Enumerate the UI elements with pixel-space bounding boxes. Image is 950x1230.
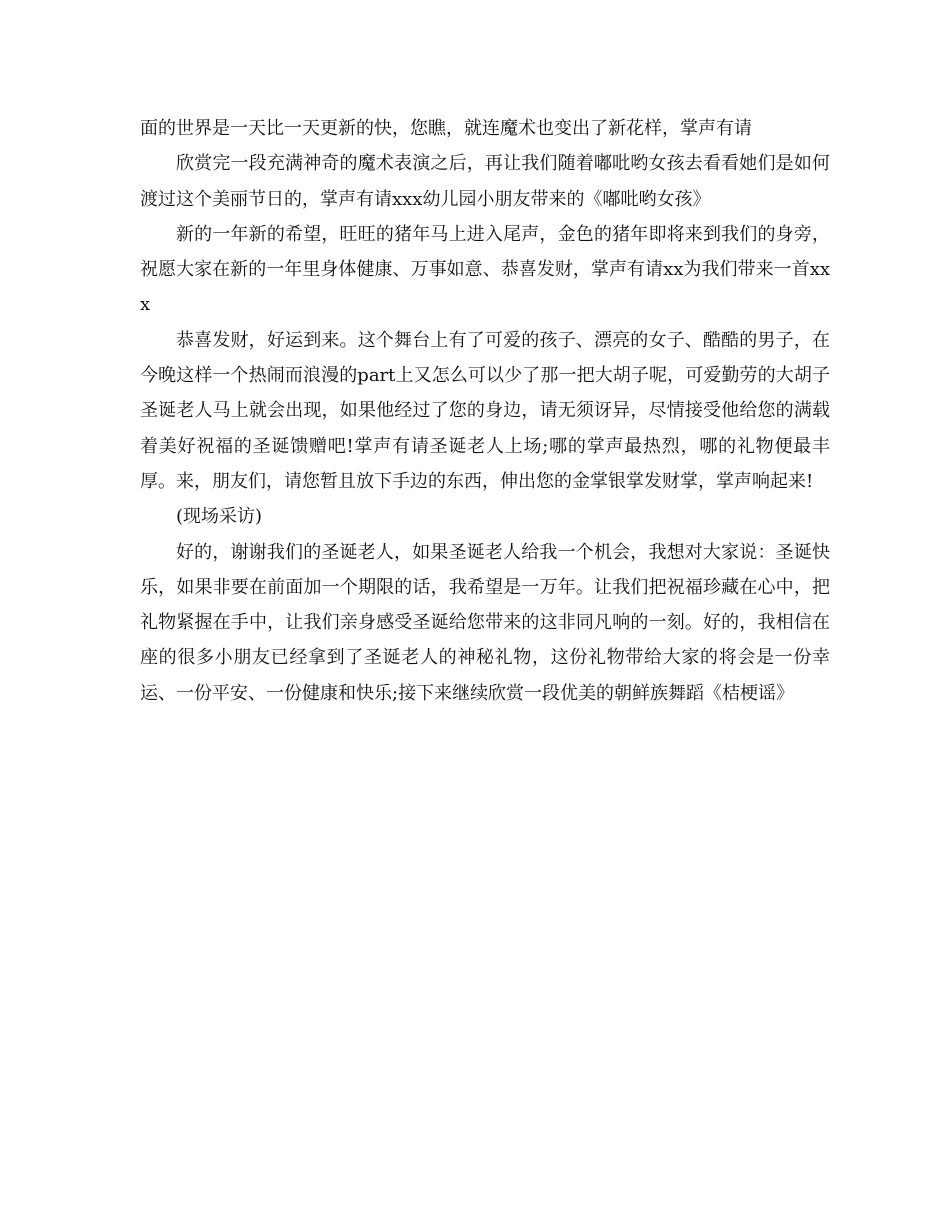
paragraph-3: 新的一年新的希望，旺旺的猪年马上进入尾声，金色的猪年即将来到我们的身旁，祝愿大家在新的一年里身体健康、万事如意、恭喜发财，掌声有请xx为我们带来一首xxx [140, 223, 830, 316]
document-body [140, 111, 830, 711]
paragraph-5: (现场采访) [176, 506, 263, 528]
paragraph-1: 面的世界是一天比一天更新的快，您瞧，就连魔术也变出了新花样，掌声有请 [140, 118, 752, 139]
paragraph-2: 欣赏完一段充满神奇的魔术表演之后，再让我们随着嘟吡哟女孩去看看她们是如何渡过这个美丽节日的，掌声有请xxx幼儿园小朋友带来的《嘟吡哟女孩》 [140, 153, 830, 210]
paragraph-4: 恭喜发财，好运到来。这个舞台上有了可爱的孩子、漂亮的女子、酷酷的男子，在今晚这样一个热闹而浪漫的part上又怎么可以少了那一把大胡子呢，可爱勤劳的大胡子圣诞老人马上就会出现，如果他经过了您的身边，请无须讶异，尽情接受他给您的满载着美好祝福的圣诞馈赠吧!掌声有请圣诞老人上场;哪的掌声最热烈，哪的礼物便最丰厚。来，朋友们，请您暂且放下手边的东西，伸出您的金掌银掌发财掌，掌声响起来! [140, 329, 830, 492]
paragraph-6: 好的，谢谢我们的圣诞老人，如果圣诞老人给我一个机会，我想对大家说：圣诞快乐，如果非要在前面加一个期限的话，我希望是一万年。让我们把祝福珍藏在心中，把礼物紧握在手中，让我们亲身感受圣诞给您带来的这非同凡响的一刻。好的，我相信在座的很多小朋友已经拿到了圣诞老人的神秘礼物，这份礼物带给大家的将会是一份幸运、一份平安、一份健康和快乐;接下来继续欣赏一段优美的朝鲜族舞蹈《桔梗谣》 [140, 541, 830, 704]
